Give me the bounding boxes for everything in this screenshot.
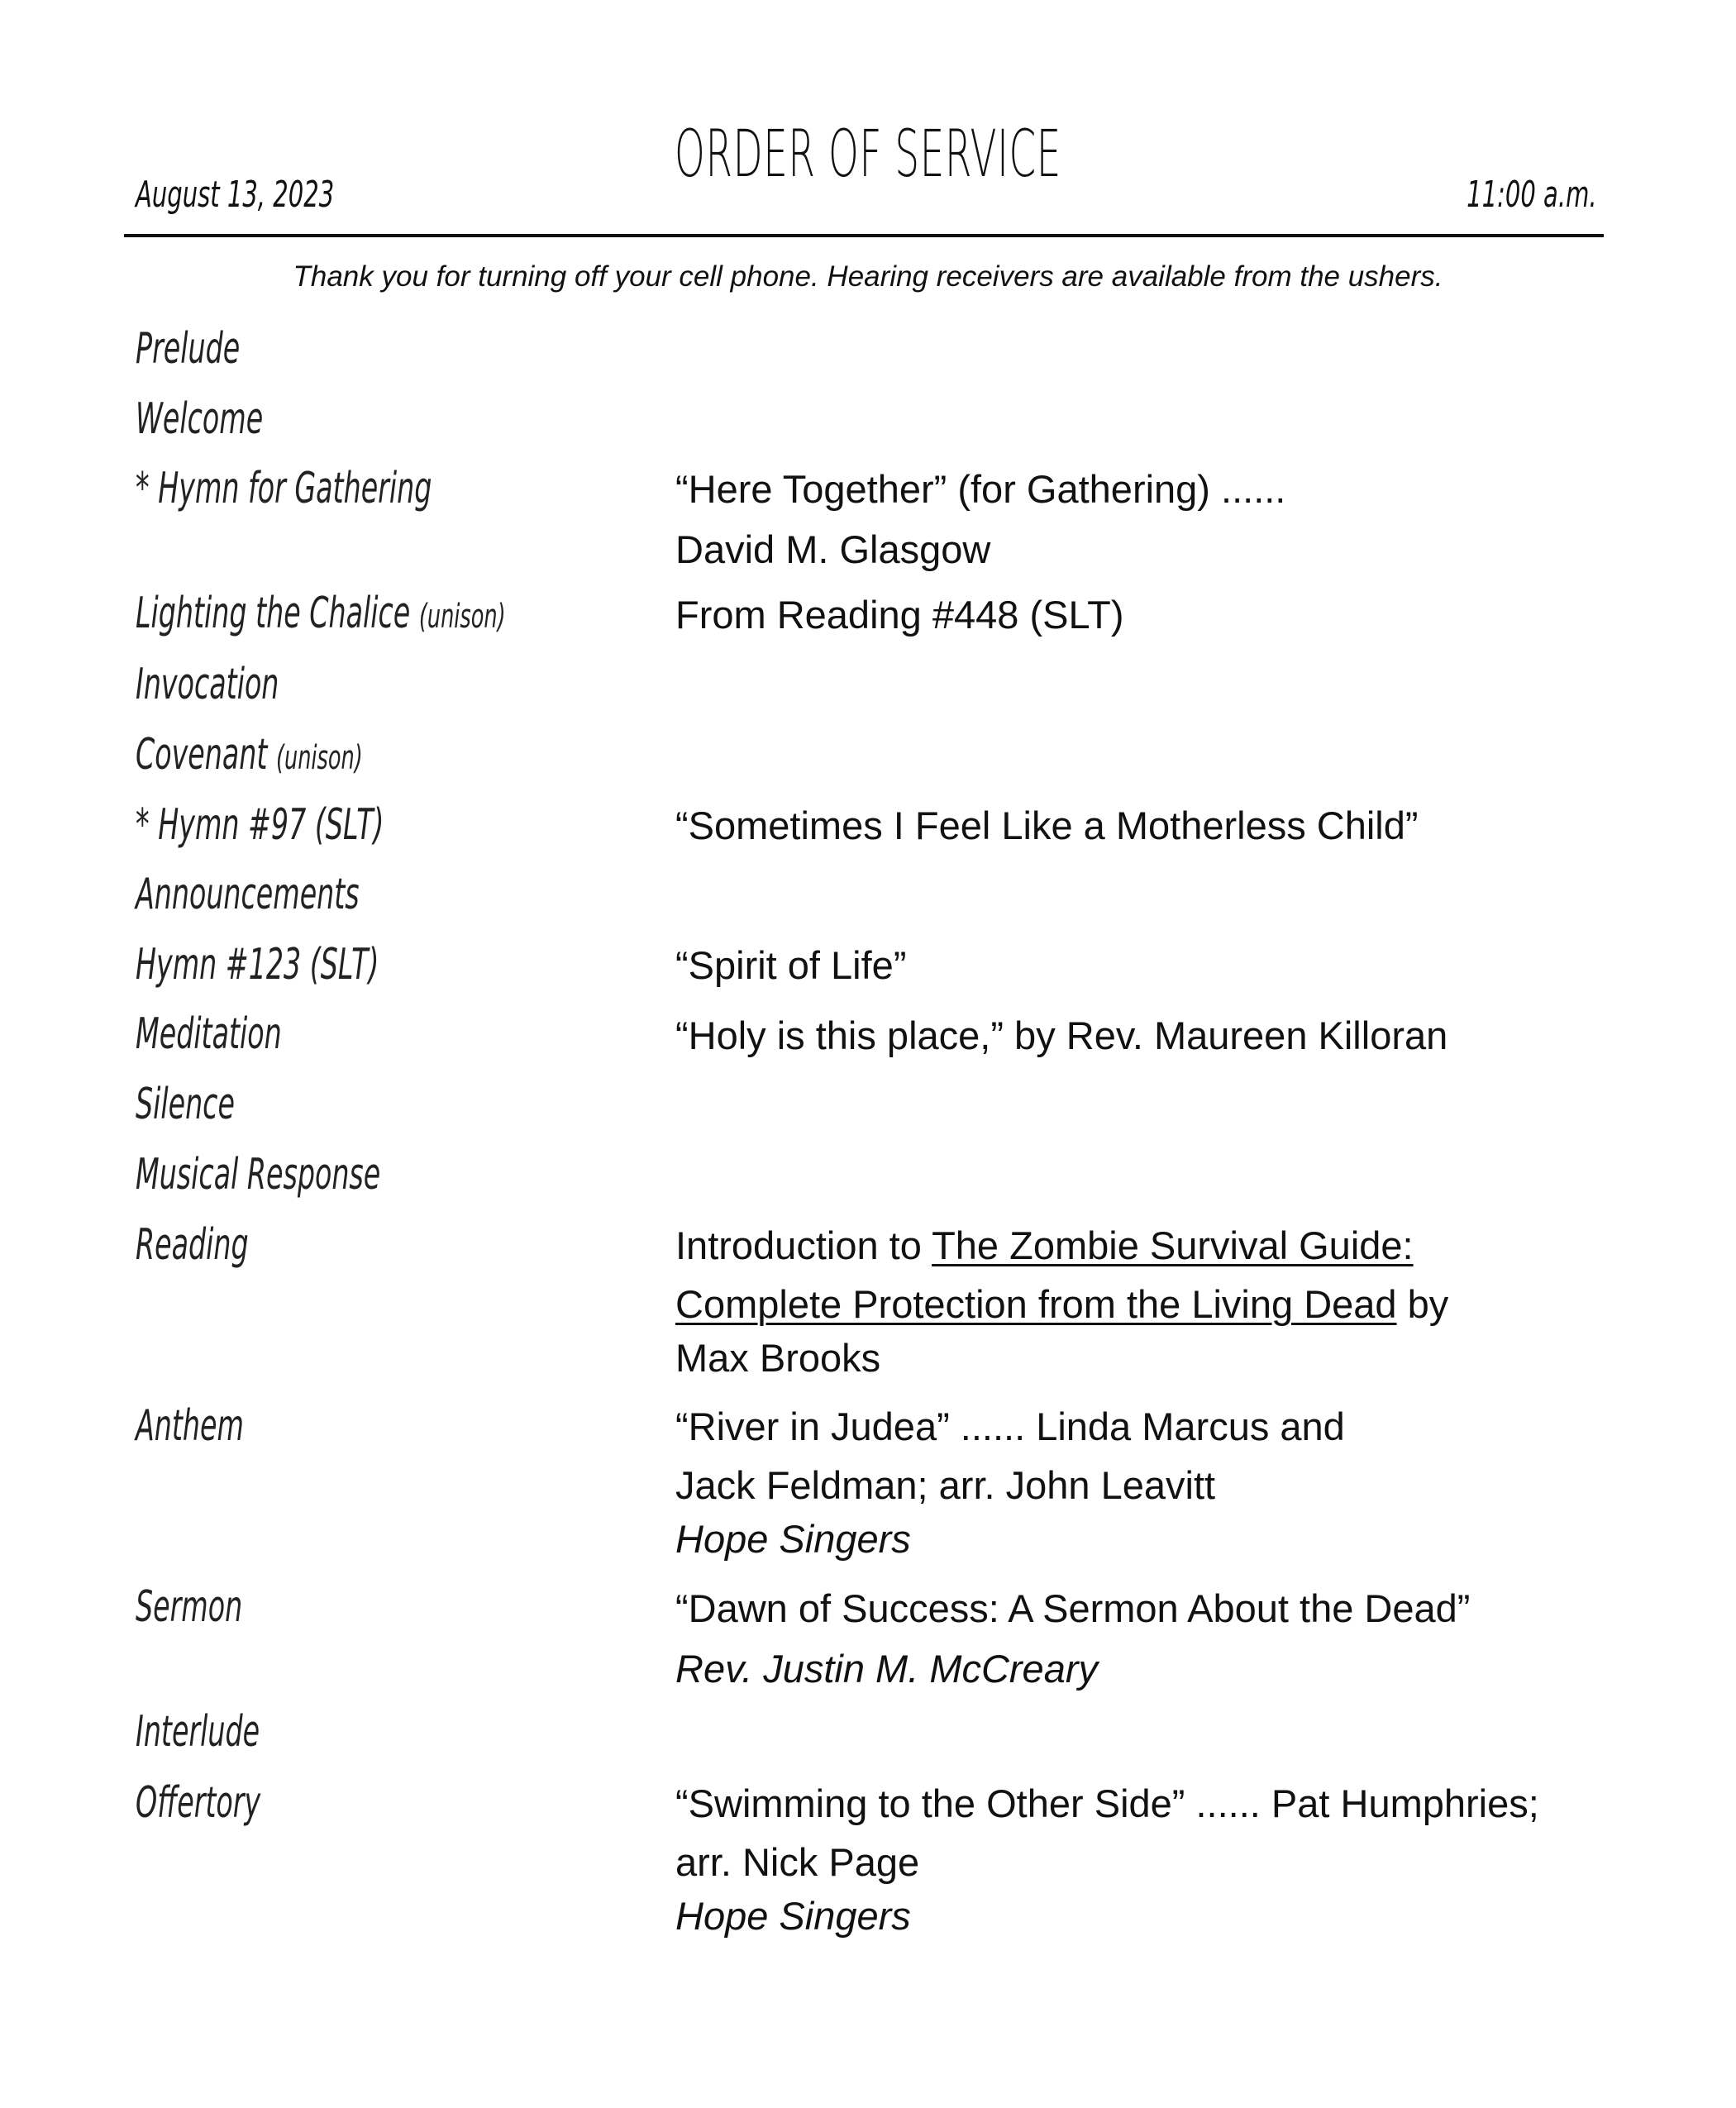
sermon-preacher: Rev. Justin M. McCreary bbox=[675, 1647, 1098, 1691]
header-divider bbox=[124, 234, 1604, 237]
anthem-details bbox=[675, 1397, 1345, 1564]
sermon-details bbox=[675, 1578, 1470, 1699]
reading-label: Reading bbox=[136, 1220, 249, 1270]
anthem-label: Anthem bbox=[136, 1401, 244, 1451]
covenant-note: (unison) bbox=[275, 739, 363, 777]
hymn97-title: “Sometimes I Feel Like a Motherless Child” bbox=[675, 804, 1419, 847]
chalice-details bbox=[675, 584, 1123, 645]
hymn-gathering-title: “Here Together” (for Gathering) ...... bbox=[675, 467, 1286, 511]
reading-author: Max Brooks bbox=[675, 1336, 881, 1380]
hymn123-label: Hymn #123 (SLT) bbox=[136, 940, 379, 990]
meditation-label: Meditation bbox=[136, 1009, 282, 1059]
prelude-label: Prelude bbox=[136, 324, 241, 374]
musical-response-label: Musical Response bbox=[136, 1150, 381, 1199]
invocation-label: Invocation bbox=[136, 660, 279, 709]
reading-line-1 bbox=[675, 1216, 1448, 1275]
offertory-performer: Hope Singers bbox=[675, 1894, 911, 1938]
offertory-arranger: arr. Nick Page bbox=[675, 1840, 920, 1884]
reading-by: by bbox=[1396, 1282, 1449, 1326]
service-time: 11:00 a.m. bbox=[1467, 174, 1597, 216]
reading-line-2 bbox=[675, 1275, 1448, 1333]
announcements-label: Announcements bbox=[136, 870, 360, 919]
reading-intro: Introduction to bbox=[675, 1223, 932, 1267]
offertory-label: Offertory bbox=[136, 1778, 261, 1828]
offertory-title: “Swimming to the Other Side” ...... Pat Humphries; bbox=[675, 1781, 1539, 1825]
hymn97-label: * Hymn #97 (SLT) bbox=[136, 800, 384, 850]
chalice-reading: From Reading #448 (SLT) bbox=[675, 593, 1124, 637]
service-date: August 13, 2023 bbox=[136, 174, 335, 216]
meditation-text: “Holy is this place,” by Rev. Maureen Killoran bbox=[675, 1013, 1448, 1057]
covenant-label bbox=[136, 730, 363, 780]
chalice-label-text: Lighting the Chalice bbox=[136, 589, 411, 638]
hymn123-title: “Spirit of Life” bbox=[675, 943, 907, 987]
covenant-label-text: Covenant bbox=[136, 730, 268, 780]
notice-text: Thank you for turning off your cell phone. Hearing receivers are available from the ushers. bbox=[293, 260, 1443, 293]
hymn97-details bbox=[675, 795, 1419, 856]
silence-label: Silence bbox=[136, 1080, 235, 1129]
anthem-title: “River in Judea” ...... Linda Marcus and bbox=[675, 1405, 1345, 1448]
reading-details bbox=[675, 1216, 1448, 1383]
hymn-gathering-label: * Hymn for Gathering bbox=[136, 464, 432, 513]
book-title-part-2: Complete Protection from the Living Dead bbox=[675, 1282, 1397, 1326]
sermon-label: Sermon bbox=[136, 1582, 243, 1632]
book-title-part-1: The Zombie Survival Guide: bbox=[932, 1223, 1414, 1267]
hymn-gathering-details bbox=[675, 459, 1285, 579]
interlude-label: Interlude bbox=[136, 1707, 260, 1757]
page-title: ORDER OF SERVICE bbox=[675, 117, 1061, 192]
chalice-label bbox=[136, 589, 506, 638]
anthem-arranger: Jack Feldman; arr. John Leavitt bbox=[675, 1463, 1216, 1507]
anthem-performer: Hope Singers bbox=[675, 1517, 911, 1561]
hymn123-details bbox=[675, 935, 906, 995]
offertory-details bbox=[675, 1774, 1539, 1941]
chalice-note: (unison) bbox=[418, 598, 506, 636]
sermon-title: “Dawn of Success: A Sermon About the Dead” bbox=[675, 1586, 1471, 1630]
welcome-label: Welcome bbox=[136, 394, 264, 444]
hymn-gathering-composer: David M. Glasgow bbox=[675, 527, 991, 571]
meditation-details bbox=[675, 1005, 1447, 1066]
